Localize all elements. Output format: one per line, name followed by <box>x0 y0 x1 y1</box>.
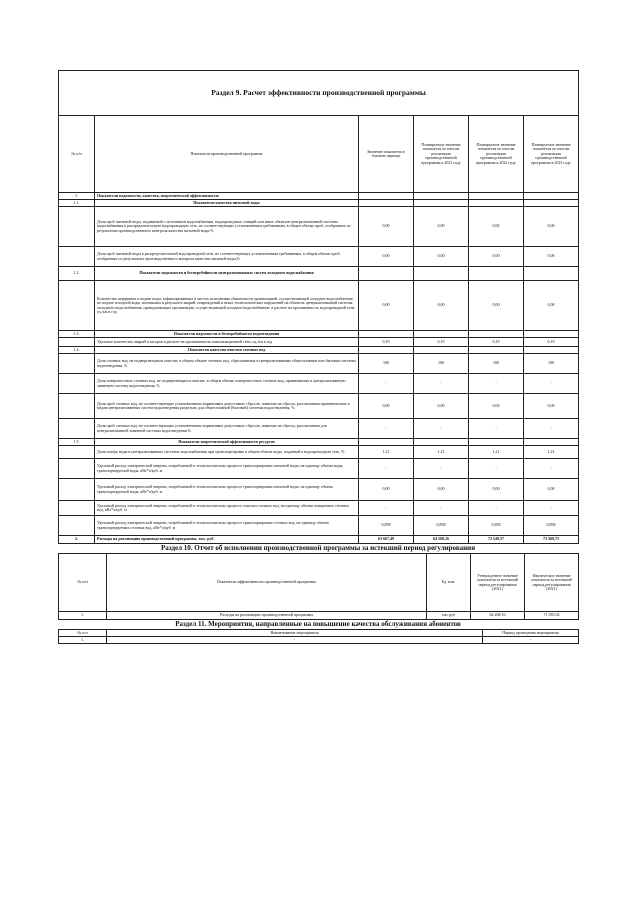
section11-table <box>58 629 579 644</box>
row-value-2022: 0,00 <box>469 479 524 501</box>
row-value-2023 <box>524 347 579 354</box>
section9-body <box>59 193 579 544</box>
row-value-2021 <box>414 347 469 354</box>
col-indicator-header: Показатели производственной программы <box>95 116 359 193</box>
row-value-2023: 0,19 <box>524 338 579 347</box>
section9-title: Раздел 9. Расчет эффективности производственной программы <box>59 71 579 116</box>
table-row <box>59 479 579 501</box>
row-number <box>59 374 95 394</box>
row-value-base <box>359 193 414 200</box>
s10-row-no: 1. <box>59 612 107 620</box>
row-value-base: 0,858 <box>359 516 414 536</box>
section10-title: Раздел 10. Отчет об исполнении производственной программы за истекший период регулирования <box>160 544 476 552</box>
table-row <box>59 637 579 644</box>
row-value-2021 <box>414 267 469 281</box>
row-value-2021: 1,21 <box>414 446 469 459</box>
row-value-2021: 0,00 <box>414 281 469 331</box>
row-indicator-label: Удельный расход электрической энергии, потребляемой в технологическом процессе транспортировки питьевой воды, на единицу объема транспортируемой воды, кВт*ч/куб. м <box>95 479 359 501</box>
row-value-base: - <box>359 419 414 439</box>
row-value-2022: 72 549,57 <box>469 536 524 544</box>
row-value-2021: 0,00 <box>414 394 469 419</box>
row-number <box>59 516 95 536</box>
table-row <box>59 354 579 374</box>
row-number: 1.1. <box>59 200 95 207</box>
row-number <box>59 501 95 516</box>
row-value-2022 <box>469 439 524 446</box>
row-indicator-label: Показатели энергетической эффективности ресурсов <box>95 439 359 446</box>
row-indicator-label: Расходы на реализацию производственной программы, тыс. руб. <box>95 536 359 544</box>
row-number: 1. <box>59 193 95 200</box>
row-value-2021: 0,00 <box>414 207 469 247</box>
row-value-base <box>359 200 414 207</box>
row-number: 1.4. <box>59 347 95 354</box>
row-value-2022: 100 <box>469 354 524 374</box>
row-value-base: 0,00 <box>359 247 414 267</box>
row-value-2023: - <box>524 374 579 394</box>
row-value-2023: 73 369,75 <box>524 536 579 544</box>
s10-col-actual-header: Фактическое значение показателя за истекший период регулирования (2021) <box>525 554 579 612</box>
row-value-2023: 0,858 <box>524 516 579 536</box>
row-value-2021 <box>414 331 469 338</box>
row-value-base: 0,00 <box>359 207 414 247</box>
row-value-2023: 0,00 <box>524 394 579 419</box>
row-value-2022 <box>469 347 524 354</box>
table-row <box>59 536 579 544</box>
table-row <box>59 446 579 459</box>
row-number <box>59 281 95 331</box>
col-no-header: № п/п <box>59 116 95 193</box>
row-value-2022: - <box>469 374 524 394</box>
row-number: 2. <box>59 536 95 544</box>
row-value-2022: - <box>469 501 524 516</box>
table-row <box>59 247 579 267</box>
row-value-2021: 0,00 <box>414 479 469 501</box>
row-value-2021: - <box>414 374 469 394</box>
row-value-base: 0,00 <box>359 394 414 419</box>
row-value-2021: 100 <box>414 354 469 374</box>
row-indicator-label: Показатели качества очистки сточных вод <box>95 347 359 354</box>
row-value-2023 <box>524 200 579 207</box>
row-value-2021: - <box>414 459 469 479</box>
row-indicator-label: Показатели качества питьевой воды <box>95 200 359 207</box>
section10-table <box>58 553 579 620</box>
s10-row-approved: 64 268,16 <box>471 612 525 620</box>
s10-col-unit-header: Ед. изм. <box>427 554 471 612</box>
row-value-2021: - <box>414 419 469 439</box>
row-value-2021: 0,19 <box>414 338 469 347</box>
row-value-2022: - <box>469 459 524 479</box>
row-value-2022 <box>469 331 524 338</box>
table-row <box>59 347 579 354</box>
row-value-2023 <box>524 439 579 446</box>
s10-col-indicator-header: Показатели эффективности производственной программы <box>107 554 427 612</box>
row-value-2021: 64 268,16 <box>414 536 469 544</box>
row-value-2023: 0,00 <box>524 247 579 267</box>
row-value-base: 0,19 <box>359 338 414 347</box>
row-indicator-label: Доля проб питьевой воды в распределительной водопроводной сети, не соответствующих установленным требованиям, в общем объеме проб, отобранных по результатам производственного контроля качества питьевой воды,% <box>95 247 359 267</box>
row-indicator-label: Показатели надежности, качества, энергетической эффективности: <box>95 193 359 200</box>
section10-header-row <box>59 554 579 612</box>
row-indicator-label: Показатели надежности и бесперебойности водоотведения <box>95 331 359 338</box>
row-value-2023 <box>524 331 579 338</box>
row-value-2022: 0,00 <box>469 394 524 419</box>
document-sheet <box>58 70 578 644</box>
row-value-2021: - <box>414 501 469 516</box>
row-number <box>59 354 95 374</box>
row-value-2023: - <box>524 459 579 479</box>
row-value-2023: - <box>524 419 579 439</box>
table-row <box>59 501 579 516</box>
table-row <box>59 394 579 419</box>
row-value-base: 0,00 <box>359 281 414 331</box>
row-value-2023: 1,21 <box>524 446 579 459</box>
row-value-2021: 0,00 <box>414 247 469 267</box>
table-row <box>59 516 579 536</box>
row-number <box>59 247 95 267</box>
col-base-header: Значение показателя в базовом периоде <box>359 116 414 193</box>
row-indicator-label: Доля поверхностных сточных вод, не подвергающихся очистке, в общем объеме поверхностных сточных вод, принимаемых в централизованную ливневую систему водоотведения, % <box>95 374 359 394</box>
s11-row-name: - <box>107 637 483 644</box>
row-value-2021 <box>414 439 469 446</box>
table-row <box>59 419 579 439</box>
table-row <box>59 267 579 281</box>
row-indicator-label: Доля сточных вод, не подвергающихся очистке, в общем объеме сточных вод, сбрасываемых в централизованные общесплавные или бытовые системы водоотведения, % <box>95 354 359 374</box>
row-number: 1.2. <box>59 267 95 281</box>
row-value-2023: 100 <box>524 354 579 374</box>
table-row <box>59 207 579 247</box>
row-indicator-label: Доля проб питьевой воды, подаваемой с источников водоснабжения, водопроводных станций или иных объектов централизованной системы водоснабжения в распределительную водопроводную сеть, не соответствующих установленным требованиям, в общем объеме проб, отобранных по результатам производственного контроля качества питьевой воды,% <box>95 207 359 247</box>
row-indicator-label: Доля проб сточных вод, не соответствующих установленным нормативам допустимых сбросов, лимитам на сбросы, рассчитанная для централизованной ливневой системы водоотведения,% <box>95 419 359 439</box>
row-value-base: 0,00 <box>359 479 414 501</box>
row-number <box>59 479 95 501</box>
row-value-2021 <box>414 200 469 207</box>
section9-header-row <box>59 116 579 193</box>
s11-row-no: 1. <box>59 637 107 644</box>
row-indicator-label: Удельный расход электрической энергии, потребляемой в технологическом процессе очистки сточных вод, на единицу объема очищаемых сточных вод, кВт*ч/куб. м <box>95 501 359 516</box>
row-value-base <box>359 331 414 338</box>
table-row <box>59 612 579 620</box>
section11-header-row <box>59 630 579 637</box>
row-value-base: - <box>359 501 414 516</box>
row-indicator-label: Доля проб сточных вод, не соответствующих установленным нормативам допустимых сбросов, лимитам на сбросы, рассчитанная применительно к видам централизованных систем водоотведения раздельно для общесплавной (бытовой) системы водоотведения, % <box>95 394 359 419</box>
table-row <box>59 331 579 338</box>
row-value-2022: 0,858 <box>469 516 524 536</box>
section9-table <box>58 70 579 544</box>
s11-col-period-header: Период проведения мероприятия <box>483 630 579 637</box>
row-value-base: - <box>359 374 414 394</box>
s11-row-period: - <box>483 637 579 644</box>
table-row <box>59 338 579 347</box>
row-value-2023 <box>524 193 579 200</box>
row-value-2022: 0,00 <box>469 281 524 331</box>
row-value-2023: 0,00 <box>524 281 579 331</box>
table-row <box>59 281 579 331</box>
row-number <box>59 459 95 479</box>
col-2022-header: Планируемое значение показателя по итогам реализации производственной программы в 2022 году <box>469 116 524 193</box>
s10-row-label: Расходы на реализацию производственной программы <box>107 612 427 620</box>
row-indicator-label: Удельный расход электрической энергии, потребляемой в технологическом процессе транспортировки сточных вод, на единицу объема транспортируемых сточных вод, кВт*ч/куб. м <box>95 516 359 536</box>
col-2021-header: Планируемое значение показателя по итогам реализации производственной программы в 2021 году <box>414 116 469 193</box>
row-value-base: 100 <box>359 354 414 374</box>
row-value-2023 <box>524 267 579 281</box>
row-indicator-label: Удельное количество аварий и засоров в расчете на протяженность канализационной сети, ед./км в год <box>95 338 359 347</box>
row-value-2023: - <box>524 501 579 516</box>
row-value-base: - <box>359 459 414 479</box>
row-value-2022: - <box>469 419 524 439</box>
row-value-2022 <box>469 193 524 200</box>
row-value-base <box>359 347 414 354</box>
row-number: 1.5. <box>59 439 95 446</box>
row-value-base <box>359 439 414 446</box>
s10-row-unit: тыс.руб <box>427 612 471 620</box>
row-number <box>59 394 95 419</box>
row-indicator-label: Удельный расход электрической энергии, потребляемой в технологическом процессе транспортировки питьевой воды, на единицу объема воды, транспортируемой воды, кВт*ч/куб. м <box>95 459 359 479</box>
row-value-base: 63 667,49 <box>359 536 414 544</box>
row-number: 1.3. <box>59 331 95 338</box>
row-value-base: 1,21 <box>359 446 414 459</box>
row-indicator-label: Доля потерь воды в централизованных системах водоснабжения при транспортировке в общем объеме воды, поданной в водопроводную сеть, % <box>95 446 359 459</box>
row-number <box>59 338 95 347</box>
table-row <box>59 193 579 200</box>
table-row <box>59 459 579 479</box>
row-number <box>59 446 95 459</box>
row-value-2022: 0,00 <box>469 247 524 267</box>
s10-row-actual: 71 585,04 <box>525 612 579 620</box>
s10-col-no-header: № п/п <box>59 554 107 612</box>
col-2023-header: Планируемое значение показателя по итогам реализации производственной программы в 2023 году <box>524 116 579 193</box>
s11-col-no-header: № п/п <box>59 630 107 637</box>
row-value-2023: 0,00 <box>524 479 579 501</box>
row-value-2022: 0,00 <box>469 207 524 247</box>
table-row <box>59 374 579 394</box>
row-value-base <box>359 267 414 281</box>
row-value-2021: 0,858 <box>414 516 469 536</box>
row-indicator-label: Показатели надежности и бесперебойности централизованных систем холодного водоснабжения <box>95 267 359 281</box>
row-value-2023: 0,00 <box>524 207 579 247</box>
table-row <box>59 200 579 207</box>
row-value-2022: 0,19 <box>469 338 524 347</box>
row-value-2022 <box>469 267 524 281</box>
table-row <box>59 439 579 446</box>
s11-col-name-header: Наименование мероприятия <box>107 630 483 637</box>
row-number <box>59 419 95 439</box>
row-value-2021 <box>414 193 469 200</box>
s10-col-approved-header: Утвержденное значение показателя за истекший период регулирования (2021) <box>471 554 525 612</box>
section11-title: Раздел 11. Мероприятия, направленные на повышение качества обслуживания абонентов <box>175 620 461 628</box>
row-value-2022: 1,21 <box>469 446 524 459</box>
row-value-2022 <box>469 200 524 207</box>
row-number <box>59 207 95 247</box>
row-indicator-label: Количество перерывов в подаче воды, зафиксированных в местах исполнения обязательств организацией, осуществляющей холодное водоснабжение, по подаче холодной воды, возникших в результате аварий, повреждений и иных технологических нарушений на объектах централизованной системы холодного водоснабжения, принадлежащих организации, осуществляющей холодное водоснабжение, в расчете на протяженность водопроводной сети, ед./км в год <box>95 281 359 331</box>
